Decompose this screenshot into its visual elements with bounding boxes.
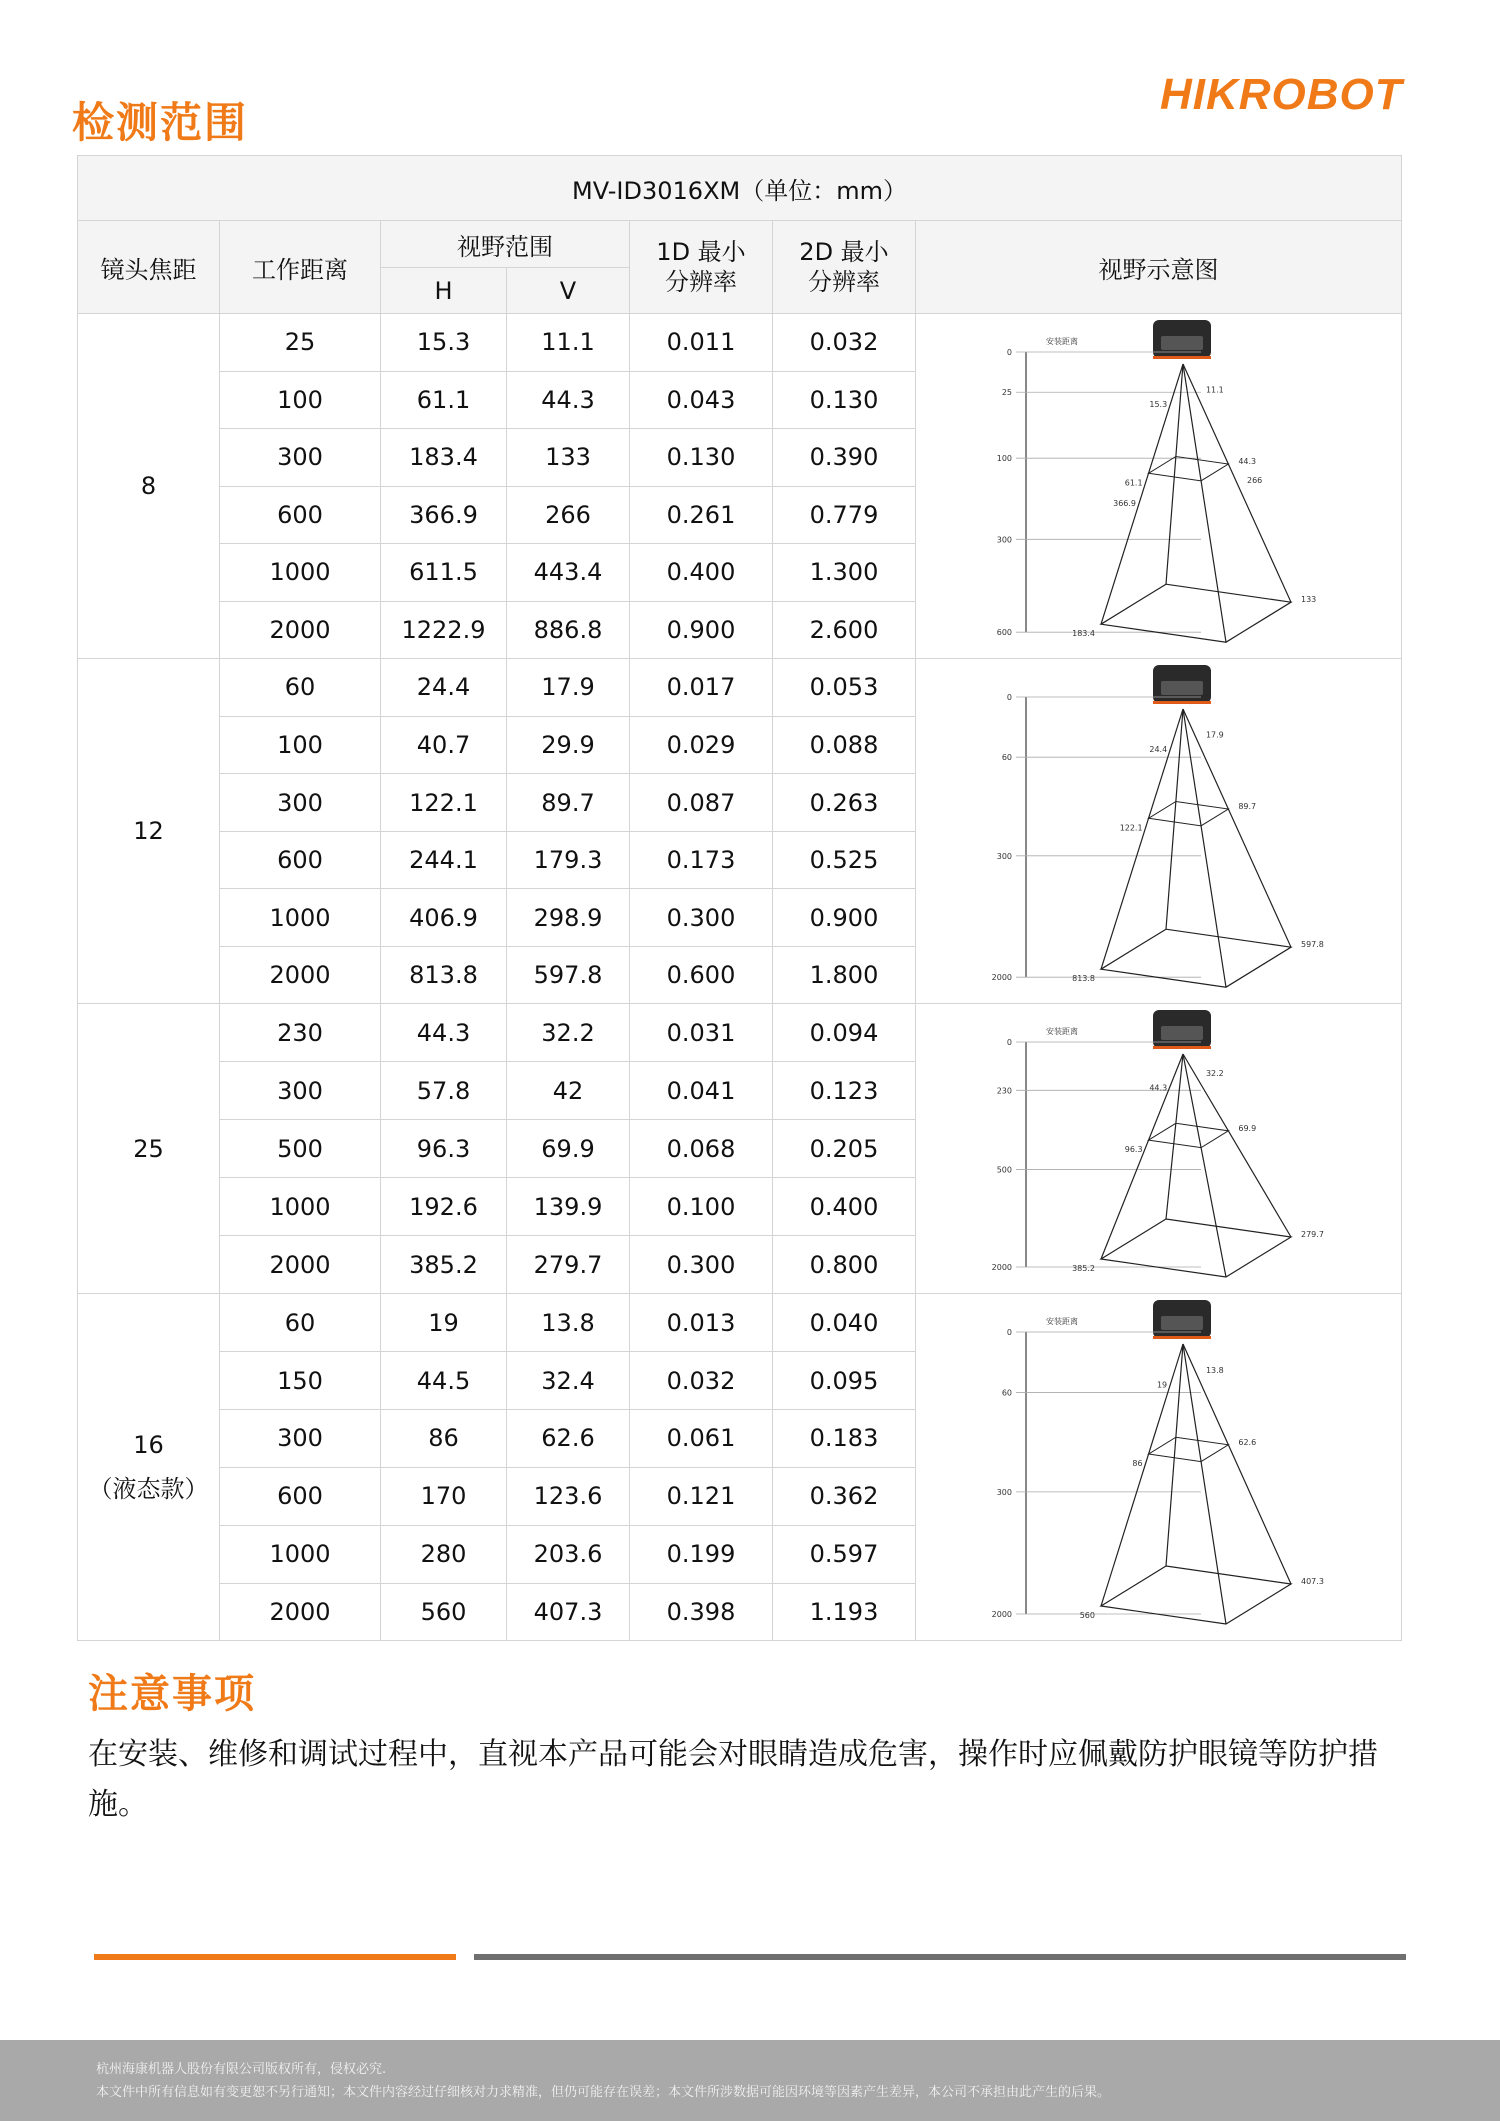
fov-v-cell: 11.1 bbox=[507, 314, 630, 372]
diagram-caption: 安装距离 bbox=[1046, 1317, 1078, 1327]
work-distance-cell: 600 bbox=[220, 486, 381, 544]
header-res-1d: 1D 最小分辨率 bbox=[630, 221, 773, 314]
work-distance-cell: 150 bbox=[220, 1352, 381, 1410]
table-row bbox=[78, 314, 1402, 372]
fov-h-cell: 406.9 bbox=[381, 889, 507, 947]
work-distance-cell: 600 bbox=[220, 831, 381, 889]
res-2d-cell: 1.800 bbox=[773, 946, 916, 1004]
focal-length-value: 12 bbox=[133, 817, 164, 846]
camera-icon bbox=[1153, 1010, 1211, 1049]
diagram-dimension-label: 385.2 bbox=[1072, 1264, 1095, 1274]
diagram-dimension-label: 61.1 bbox=[1124, 478, 1143, 488]
res-2d-cell: 0.123 bbox=[773, 1062, 916, 1120]
res-1d-cell: 0.017 bbox=[630, 659, 773, 717]
fov-h-cell: 44.3 bbox=[381, 1004, 507, 1062]
fov-diagram-cell bbox=[916, 1294, 1402, 1641]
diagram-tick-label: 300 bbox=[996, 1488, 1012, 1498]
table-row bbox=[78, 1004, 1402, 1062]
table-model-title: MV-ID3016XM（单位：mm） bbox=[78, 156, 1402, 221]
work-distance-cell: 1000 bbox=[220, 544, 381, 602]
diagram-dimension-label: 11.1 bbox=[1205, 385, 1224, 395]
fov-v-cell: 266 bbox=[507, 486, 630, 544]
fov-v-cell: 44.3 bbox=[507, 371, 630, 429]
res-2d-cell: 0.900 bbox=[773, 889, 916, 947]
diagram-caption: 安装距离 bbox=[1046, 336, 1078, 346]
work-distance-cell: 300 bbox=[220, 429, 381, 487]
header-work-distance: 工作距离 bbox=[220, 221, 381, 314]
fov-h-cell: 183.4 bbox=[381, 429, 507, 487]
res-1d-cell: 0.300 bbox=[630, 889, 773, 947]
header-fov: 视野范围 bbox=[381, 221, 630, 268]
fov-h-cell: 96.3 bbox=[381, 1120, 507, 1178]
work-distance-cell: 60 bbox=[220, 1294, 381, 1352]
res-2d-cell: 0.525 bbox=[773, 831, 916, 889]
fov-v-cell: 62.6 bbox=[507, 1410, 630, 1468]
diagram-dimension-label: 560 bbox=[1079, 1611, 1095, 1621]
fov-h-cell: 280 bbox=[381, 1525, 507, 1583]
diagram-dimension-label: 44.3 bbox=[1149, 1083, 1168, 1093]
fov-v-cell: 298.9 bbox=[507, 889, 630, 947]
fov-h-cell: 611.5 bbox=[381, 544, 507, 602]
res-2d-cell: 0.040 bbox=[773, 1294, 916, 1352]
diagram-dimension-label: 183.4 bbox=[1072, 629, 1096, 639]
notice-title: 注意事项 bbox=[88, 1671, 256, 1717]
fov-v-cell: 29.9 bbox=[507, 716, 630, 774]
res-2d-cell: 0.130 bbox=[773, 371, 916, 429]
fov-h-cell: 1222.9 bbox=[381, 601, 507, 659]
res-1d-cell: 0.199 bbox=[630, 1525, 773, 1583]
focal-length-value: 25 bbox=[133, 1134, 164, 1163]
diagram-tick-label: 0 bbox=[1006, 347, 1013, 357]
work-distance-cell: 2000 bbox=[220, 1236, 381, 1294]
fov-v-cell: 133 bbox=[507, 429, 630, 487]
res-1d-cell: 0.011 bbox=[630, 314, 773, 372]
fov-diagram-cell bbox=[916, 659, 1402, 1004]
res-2d-cell: 0.390 bbox=[773, 429, 916, 487]
work-distance-cell: 100 bbox=[220, 371, 381, 429]
fov-diagram-cell bbox=[916, 1004, 1402, 1294]
camera-icon bbox=[1153, 665, 1211, 704]
diagram-dimension-label: 24.4 bbox=[1149, 745, 1168, 755]
res-1d-cell: 0.173 bbox=[630, 831, 773, 889]
header-v: V bbox=[507, 268, 630, 314]
res-1d-cell: 0.600 bbox=[630, 946, 773, 1004]
fov-h-cell: 44.5 bbox=[381, 1352, 507, 1410]
fov-v-cell: 443.4 bbox=[507, 544, 630, 602]
diagram-tick-label: 2000 bbox=[991, 973, 1013, 983]
fov-diagram bbox=[916, 1294, 1402, 1634]
fov-diagram bbox=[916, 314, 1402, 652]
res-1d-cell: 0.130 bbox=[630, 429, 773, 487]
diagram-dimension-label: 17.9 bbox=[1205, 730, 1224, 740]
fov-v-cell: 407.3 bbox=[507, 1583, 630, 1641]
res-2d-cell: 0.779 bbox=[773, 486, 916, 544]
work-distance-cell: 500 bbox=[220, 1120, 381, 1178]
res-1d-cell: 0.900 bbox=[630, 601, 773, 659]
diagram-dimension-label: 122.1 bbox=[1119, 823, 1143, 833]
res-1d-cell: 0.300 bbox=[630, 1236, 773, 1294]
work-distance-cell: 25 bbox=[220, 314, 381, 372]
fov-v-cell: 179.3 bbox=[507, 831, 630, 889]
res-1d-cell: 0.398 bbox=[630, 1583, 773, 1641]
fov-v-cell: 32.4 bbox=[507, 1352, 630, 1410]
res-1d-cell: 0.400 bbox=[630, 544, 773, 602]
fov-diagram bbox=[916, 659, 1402, 997]
diagram-dimension-label: 62.6 bbox=[1238, 1438, 1257, 1448]
work-distance-cell: 2000 bbox=[220, 1583, 381, 1641]
res-2d-cell: 1.193 bbox=[773, 1583, 916, 1641]
diagram-tick-label: 2000 bbox=[991, 1263, 1012, 1273]
diagram-tick-label: 500 bbox=[996, 1165, 1012, 1175]
work-distance-cell: 2000 bbox=[220, 601, 381, 659]
work-distance-cell: 600 bbox=[220, 1467, 381, 1525]
fov-v-cell: 17.9 bbox=[507, 659, 630, 717]
res-2d-cell: 2.600 bbox=[773, 601, 916, 659]
res-1d-cell: 0.031 bbox=[630, 1004, 773, 1062]
work-distance-cell: 60 bbox=[220, 659, 381, 717]
diagram-dimension-label: 32.2 bbox=[1205, 1069, 1224, 1079]
fov-h-cell: 170 bbox=[381, 1467, 507, 1525]
diagram-tick-label: 600 bbox=[996, 628, 1013, 638]
fov-h-cell: 385.2 bbox=[381, 1236, 507, 1294]
res-2d-cell: 0.263 bbox=[773, 774, 916, 832]
fov-v-cell: 203.6 bbox=[507, 1525, 630, 1583]
work-distance-cell: 2000 bbox=[220, 946, 381, 1004]
divider-orange bbox=[94, 1954, 456, 1960]
page-title: 检测范围 bbox=[72, 98, 249, 147]
res-2d-cell: 0.362 bbox=[773, 1467, 916, 1525]
fov-h-cell: 15.3 bbox=[381, 314, 507, 372]
diagram-tick-label: 300 bbox=[996, 535, 1013, 545]
table-row bbox=[78, 1294, 1402, 1352]
res-1d-cell: 0.068 bbox=[630, 1120, 773, 1178]
diagram-dimension-label: 597.8 bbox=[1300, 940, 1324, 950]
camera-icon bbox=[1153, 1300, 1211, 1339]
diagram-tick-label: 60 bbox=[1001, 753, 1013, 763]
fov-diagram-cell bbox=[916, 314, 1402, 659]
focal-length-cell bbox=[78, 1004, 220, 1294]
table-row bbox=[78, 659, 1402, 717]
res-1d-cell: 0.043 bbox=[630, 371, 773, 429]
fov-v-cell: 89.7 bbox=[507, 774, 630, 832]
fov-h-cell: 366.9 bbox=[381, 486, 507, 544]
diagram-tick-label: 2000 bbox=[991, 1610, 1012, 1620]
header-focal: 镜头焦距 bbox=[78, 221, 220, 314]
diagram-dimension-label: 86 bbox=[1132, 1459, 1143, 1469]
focal-length-note: （液态款） bbox=[88, 1474, 209, 1503]
diagram-dimension-label: 19 bbox=[1156, 1380, 1168, 1390]
res-2d-cell: 0.183 bbox=[773, 1410, 916, 1468]
fov-h-cell: 40.7 bbox=[381, 716, 507, 774]
res-1d-cell: 0.029 bbox=[630, 716, 773, 774]
diagram-dimension-label: 366.9 bbox=[1113, 499, 1137, 509]
diagram-tick-label: 25 bbox=[1001, 388, 1013, 398]
work-distance-cell: 300 bbox=[220, 1062, 381, 1120]
diagram-dimension-label: 96.3 bbox=[1124, 1145, 1143, 1155]
diagram-tick-label: 0 bbox=[1006, 693, 1013, 703]
camera-icon bbox=[1153, 320, 1211, 359]
diagram-tick-label: 230 bbox=[996, 1086, 1012, 1096]
res-1d-cell: 0.087 bbox=[630, 774, 773, 832]
fov-v-cell: 123.6 bbox=[507, 1467, 630, 1525]
diagram-dimension-label: 266 bbox=[1246, 476, 1263, 486]
header-diagram: 视野示意图 bbox=[916, 221, 1402, 314]
fov-v-cell: 139.9 bbox=[507, 1178, 630, 1236]
fov-v-cell: 69.9 bbox=[507, 1120, 630, 1178]
header-res-2d: 2D 最小分辨率 bbox=[773, 221, 916, 314]
diagram-dimension-label: 407.3 bbox=[1301, 1577, 1324, 1587]
work-distance-cell: 1000 bbox=[220, 889, 381, 947]
res-1d-cell: 0.121 bbox=[630, 1467, 773, 1525]
diagram-tick-label: 0 bbox=[1006, 1038, 1012, 1048]
work-distance-cell: 1000 bbox=[220, 1178, 381, 1236]
focal-length-cell bbox=[78, 314, 220, 659]
diagram-tick-label: 300 bbox=[996, 852, 1013, 862]
res-1d-cell: 0.100 bbox=[630, 1178, 773, 1236]
res-1d-cell: 0.261 bbox=[630, 486, 773, 544]
work-distance-cell: 300 bbox=[220, 1410, 381, 1468]
fov-h-cell: 86 bbox=[381, 1410, 507, 1468]
footer bbox=[0, 2040, 1500, 2121]
fov-v-cell: 597.8 bbox=[507, 946, 630, 1004]
diagram-tick-label: 100 bbox=[996, 454, 1013, 464]
fov-h-cell: 192.6 bbox=[381, 1178, 507, 1236]
diagram-dimension-label: 44.3 bbox=[1238, 457, 1257, 467]
fov-v-cell: 13.8 bbox=[507, 1294, 630, 1352]
res-1d-cell: 0.013 bbox=[630, 1294, 773, 1352]
res-2d-cell: 0.400 bbox=[773, 1178, 916, 1236]
diagram-dimension-label: 89.7 bbox=[1238, 802, 1257, 812]
footer-copyright: 杭州海康机器人股份有限公司版权所有，侵权必究. bbox=[96, 2062, 387, 2077]
fov-h-cell: 24.4 bbox=[381, 659, 507, 717]
fov-h-cell: 122.1 bbox=[381, 774, 507, 832]
footer-disclaimer: 本文件中所有信息如有变更恕不另行通知；本文件内容经过仔细核对力求精准，但仍可能存在误差；本文件所涉数据可能因环境等因素产生差异，本公司不承担由此产生的后果。 bbox=[96, 2085, 1111, 2100]
diagram-caption: 安装距离 bbox=[1046, 1027, 1078, 1037]
diagram-dimension-label: 13.8 bbox=[1205, 1366, 1224, 1376]
focal-length-cell bbox=[78, 1294, 220, 1641]
fov-h-cell: 813.8 bbox=[381, 946, 507, 1004]
res-1d-cell: 0.061 bbox=[630, 1410, 773, 1468]
focal-length-value: 16 bbox=[133, 1430, 164, 1459]
res-1d-cell: 0.041 bbox=[630, 1062, 773, 1120]
focal-length-cell bbox=[78, 659, 220, 1004]
diagram-dimension-label: 133 bbox=[1300, 595, 1317, 605]
fov-v-cell: 42 bbox=[507, 1062, 630, 1120]
res-2d-cell: 0.205 bbox=[773, 1120, 916, 1178]
fov-diagram bbox=[916, 1004, 1402, 1287]
diagram-dimension-label: 15.3 bbox=[1149, 400, 1168, 410]
res-2d-cell: 0.094 bbox=[773, 1004, 916, 1062]
res-2d-cell: 0.053 bbox=[773, 659, 916, 717]
res-2d-cell: 0.095 bbox=[773, 1352, 916, 1410]
fov-h-cell: 61.1 bbox=[381, 371, 507, 429]
diagram-dimension-label: 813.8 bbox=[1072, 974, 1096, 984]
fov-h-cell: 560 bbox=[381, 1583, 507, 1641]
divider-gray bbox=[474, 1954, 1406, 1960]
res-2d-cell: 0.800 bbox=[773, 1236, 916, 1294]
work-distance-cell: 230 bbox=[220, 1004, 381, 1062]
diagram-tick-label: 60 bbox=[1001, 1388, 1012, 1398]
work-distance-cell: 300 bbox=[220, 774, 381, 832]
brand-logo: HIKROBOT bbox=[1160, 70, 1403, 119]
res-2d-cell: 1.300 bbox=[773, 544, 916, 602]
diagram-dimension-label: 69.9 bbox=[1238, 1124, 1257, 1134]
focal-length-value: 8 bbox=[140, 472, 157, 501]
fov-h-cell: 57.8 bbox=[381, 1062, 507, 1120]
fov-v-cell: 32.2 bbox=[507, 1004, 630, 1062]
fov-h-cell: 19 bbox=[381, 1294, 507, 1352]
res-2d-cell: 0.032 bbox=[773, 314, 916, 372]
res-1d-cell: 0.032 bbox=[630, 1352, 773, 1410]
diagram-tick-label: 0 bbox=[1006, 1328, 1012, 1338]
detection-range-table bbox=[77, 155, 1402, 1641]
fov-h-cell: 244.1 bbox=[381, 831, 507, 889]
fov-v-cell: 279.7 bbox=[507, 1236, 630, 1294]
work-distance-cell: 100 bbox=[220, 716, 381, 774]
notice-text: 在安装、维修和调试过程中，直视本产品可能会对眼睛造成危害，操作时应佩戴防护眼镜等防护措施。 bbox=[88, 1737, 1378, 1822]
diagram-dimension-label: 279.7 bbox=[1301, 1230, 1324, 1240]
res-2d-cell: 0.597 bbox=[773, 1525, 916, 1583]
fov-v-cell: 886.8 bbox=[507, 601, 630, 659]
res-2d-cell: 0.088 bbox=[773, 716, 916, 774]
work-distance-cell: 1000 bbox=[220, 1525, 381, 1583]
header-h: H bbox=[381, 268, 507, 314]
